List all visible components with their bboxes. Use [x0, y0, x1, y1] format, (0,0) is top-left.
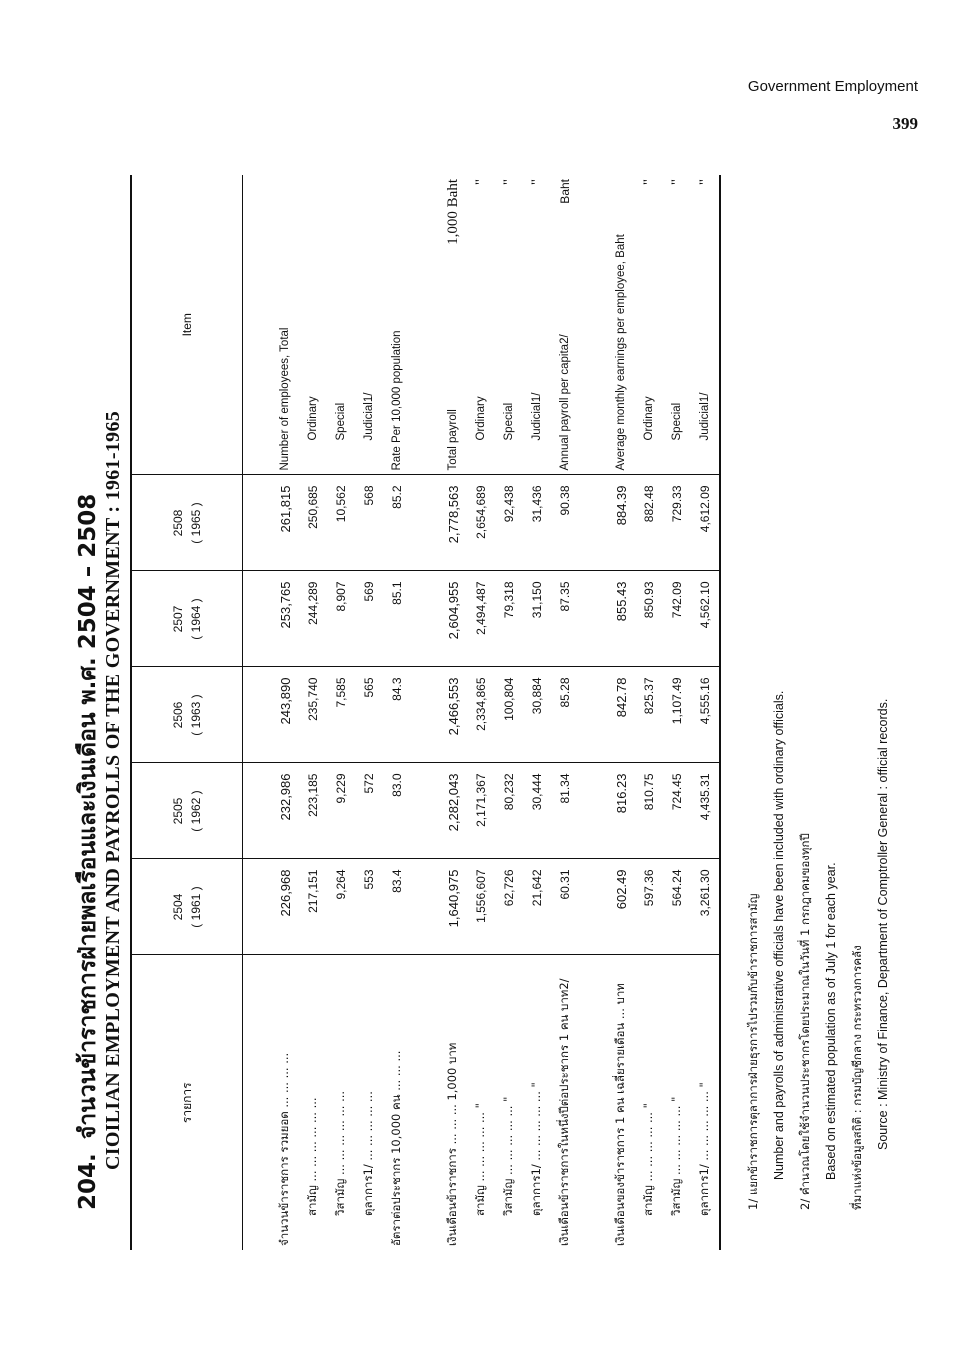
- cell-value: 850.93: [635, 571, 663, 667]
- header-year-2505: 2505 ( 1962 ): [131, 763, 243, 859]
- table-row: [355, 175, 383, 1250]
- row-label-english: Special: [495, 260, 523, 475]
- source-thai: ที่มาแห่งข้อมูลสถิติ : กรมบัญชีกลาง กระทรวงการคลัง: [850, 945, 864, 1210]
- cell-value: 85.2: [383, 475, 411, 571]
- cell-value: 83.0: [383, 763, 411, 859]
- table-title-english: CIOILIAN EMPLOYMENT AND PAYROLLS OF THE GOVERNMENT : 1961-1965: [102, 410, 124, 1170]
- footnote-1-english: Number and payrolls of administrative officials have been included with ordinary officials.: [772, 690, 786, 1180]
- row-unit: ": [640, 179, 657, 186]
- employment-table: [130, 175, 721, 1250]
- cell-value: 31,436: [523, 475, 551, 571]
- header-english-item: Item: [131, 175, 243, 475]
- row-label-english: Ordinary: [467, 260, 495, 475]
- row-label-thai: ตุลาการ1/ ... ... ... ... ... ": [529, 1082, 543, 1216]
- cell-value: 816.23: [607, 763, 635, 859]
- table-row: [327, 175, 355, 1250]
- row-label-english: Ordinary: [299, 260, 327, 475]
- row-unit: [271, 175, 299, 260]
- cell-value: 217,151: [299, 859, 327, 955]
- cell-value: 79,318: [495, 571, 523, 667]
- table-row: [691, 175, 720, 1250]
- cell-value: 232,986: [271, 763, 299, 859]
- cell-value: 2,778,563: [439, 475, 467, 571]
- row-label-english: Total payroll: [439, 260, 467, 475]
- cell-value: 742.09: [663, 571, 691, 667]
- cell-value: 83.4: [383, 859, 411, 955]
- cell-value: 855.43: [607, 571, 635, 667]
- cell-value: 2,171,367: [467, 763, 495, 859]
- cell-value: 4,562.10: [691, 571, 720, 667]
- row-label-english: Judicial1/: [355, 260, 383, 475]
- row-label-english: Ordinary: [635, 260, 663, 475]
- cell-value: 100,804: [495, 667, 523, 763]
- cell-value: 243,890: [271, 667, 299, 763]
- footnote-1-thai: 1/ แยกข้าราชการตุลาการฝ่ายธุรการไปรวมกับข้าราชการสามัญ: [746, 893, 760, 1210]
- cell-value: 553: [355, 859, 383, 955]
- header-year-2506: 2506 ( 1963 ): [131, 667, 243, 763]
- cell-value: 2,494,487: [467, 571, 495, 667]
- row-unit: ": [500, 179, 517, 186]
- row-label-thai: เงินเดือนข้าราชการ ... ... ... 1,000 บาท: [445, 1042, 459, 1246]
- cell-value: 810.75: [635, 763, 663, 859]
- cell-value: 9,264: [327, 859, 355, 955]
- cell-value: 10,562: [327, 475, 355, 571]
- cell-value: 244,289: [299, 571, 327, 667]
- row-label-thai: สามัญ ... ... ... ... ... ...: [305, 1097, 319, 1216]
- cell-value: 565: [355, 667, 383, 763]
- cell-value: 9,229: [327, 763, 355, 859]
- footnotes: [740, 210, 896, 1210]
- table-row: [663, 175, 691, 1250]
- cell-value: 80,232: [495, 763, 523, 859]
- table-number: 204.: [75, 1153, 101, 1210]
- table-row: [635, 175, 663, 1250]
- cell-value: 250,685: [299, 475, 327, 571]
- title-thai-text: จำนวนข้าราชการฝ่ายพลเรือนและเงินเดือน พ.ศ. 2504 – 2508: [75, 493, 101, 1140]
- footnote-2-thai: 2/ คำนวณโดยใช้จำนวนประชากรโดยประมาณในวันที่ 1 กรกฎาคมของทุกปี: [798, 833, 812, 1210]
- cell-value: 2,282,043: [439, 763, 467, 859]
- table-row: [299, 175, 327, 1250]
- header-year-2508: 2508 ( 1965 ): [131, 475, 243, 571]
- table-title-thai: [70, 494, 106, 1210]
- cell-value: 87.35: [551, 571, 579, 667]
- row-label-english: Number of employees, Total: [271, 260, 299, 475]
- row-unit: Baht: [558, 179, 572, 204]
- cell-value: 4,612.09: [691, 475, 720, 571]
- cell-value: 30,444: [523, 763, 551, 859]
- header-thai-item: รายการ: [131, 955, 243, 1250]
- cell-value: 1,107.49: [663, 667, 691, 763]
- table-row: [383, 175, 411, 1250]
- cell-value: 564.24: [663, 859, 691, 955]
- rotated-table-page: [50, 140, 900, 1300]
- cell-value: 31,150: [523, 571, 551, 667]
- row-unit: ": [528, 179, 545, 186]
- cell-value: 223,185: [299, 763, 327, 859]
- cell-value: 81.34: [551, 763, 579, 859]
- row-unit: ": [472, 179, 489, 186]
- cell-value: 597.36: [635, 859, 663, 955]
- source-english: Source : Ministry of Finance, Department of Comptroller General : official records.: [876, 698, 890, 1150]
- footnote-2-english: Based on estimated population as of July 1 for each year.: [824, 862, 838, 1180]
- row-unit: [299, 175, 327, 260]
- row-label-thai: เงินเดือนข้าราชการในหนึ่งปีต่อประชากร 1 คน บาท2/: [557, 978, 571, 1246]
- cell-value: 825.37: [635, 667, 663, 763]
- cell-value: 2,466,553: [439, 667, 467, 763]
- row-label-thai: สามัญ ... ... ... ... ... ": [641, 1103, 655, 1216]
- cell-value: 7,585: [327, 667, 355, 763]
- cell-value: 2,654,689: [467, 475, 495, 571]
- cell-value: 569: [355, 571, 383, 667]
- cell-value: 261,815: [271, 475, 299, 571]
- row-label-english: Judicial1/: [691, 260, 720, 475]
- row-unit: ": [668, 179, 685, 186]
- table-row: [495, 175, 523, 1250]
- cell-value: 842.78: [607, 667, 635, 763]
- row-label-thai: วิสามัญ ... ... ... ... ... ": [501, 1096, 515, 1216]
- row-label-thai: สามัญ ... ... ... ... ... ": [473, 1103, 487, 1216]
- header-year-2507: 2507 ( 1964 ): [131, 571, 243, 667]
- cell-value: 90.38: [551, 475, 579, 571]
- running-head: Government Employment: [747, 78, 918, 95]
- row-label-thai: ตุลาการ1/ ... ... ... ... ...: [361, 1091, 375, 1216]
- cell-value: 4,435.31: [691, 763, 720, 859]
- cell-value: 30,884: [523, 667, 551, 763]
- cell-value: 2,334,865: [467, 667, 495, 763]
- cell-value: 882.48: [635, 475, 663, 571]
- row-label-english: Average monthly earnings per employee, Baht: [607, 175, 635, 475]
- row-unit: [355, 175, 383, 260]
- row-unit: 1,000 Baht: [444, 179, 461, 245]
- row-label-thai: เงินเดือนของข้าราชการ 1 คน เฉลี่ยรายเดือน ... บาท: [613, 983, 627, 1246]
- cell-value: 1,640,975: [439, 859, 467, 955]
- row-label-thai: วิสามัญ ... ... ... ... ... ": [669, 1096, 683, 1216]
- cell-value: 60.31: [551, 859, 579, 955]
- cell-value: 724.45: [663, 763, 691, 859]
- table-row: [467, 175, 495, 1250]
- cell-value: 4,555.16: [691, 667, 720, 763]
- cell-value: 85.28: [551, 667, 579, 763]
- row-label-english: Rate Per 10,000 population: [383, 260, 411, 475]
- cell-value: 2,604,955: [439, 571, 467, 667]
- row-label-english: Special: [663, 260, 691, 475]
- cell-value: 3,261.30: [691, 859, 720, 955]
- row-label-english: Judicial1/: [523, 260, 551, 475]
- table-row: [551, 175, 579, 1250]
- header-year-2504: 2504 ( 1961 ): [131, 859, 243, 955]
- row-unit: [327, 175, 355, 260]
- row-label-thai: อัตราต่อประชากร 10,000 คน ... ... ...: [389, 1050, 403, 1246]
- row-label-english: Annual payroll per capita2/: [551, 260, 579, 475]
- row-label-thai: จำนวนข้าราชการ รวมยอด ... ... ... ...: [277, 1052, 291, 1246]
- cell-value: 92,438: [495, 475, 523, 571]
- cell-value: 253,765: [271, 571, 299, 667]
- table-row: [523, 175, 551, 1250]
- cell-value: 568: [355, 475, 383, 571]
- table-row: [439, 175, 467, 1250]
- row-unit: [383, 175, 411, 260]
- cell-value: 21,642: [523, 859, 551, 955]
- table-row: [607, 175, 635, 1250]
- table-row: [271, 175, 299, 1250]
- cell-value: 572: [355, 763, 383, 859]
- cell-value: 84.3: [383, 667, 411, 763]
- cell-value: 884.39: [607, 475, 635, 571]
- cell-value: 8,907: [327, 571, 355, 667]
- cell-value: 1,556,607: [467, 859, 495, 955]
- cell-value: 235,740: [299, 667, 327, 763]
- header-row: [131, 175, 243, 1250]
- cell-value: 85.1: [383, 571, 411, 667]
- cell-value: 226,968: [271, 859, 299, 955]
- cell-value: 62,726: [495, 859, 523, 955]
- row-label-thai: วิสามัญ ... ... ... ... ... ...: [333, 1090, 347, 1216]
- page-number: 399: [892, 114, 918, 133]
- row-label-english: Special: [327, 260, 355, 475]
- row-unit: ": [691, 175, 720, 260]
- row-label-thai: ตุลาการ1/ ... ... ... ... ... ": [691, 955, 720, 1250]
- cell-value: 729.33: [663, 475, 691, 571]
- cell-value: 602.49: [607, 859, 635, 955]
